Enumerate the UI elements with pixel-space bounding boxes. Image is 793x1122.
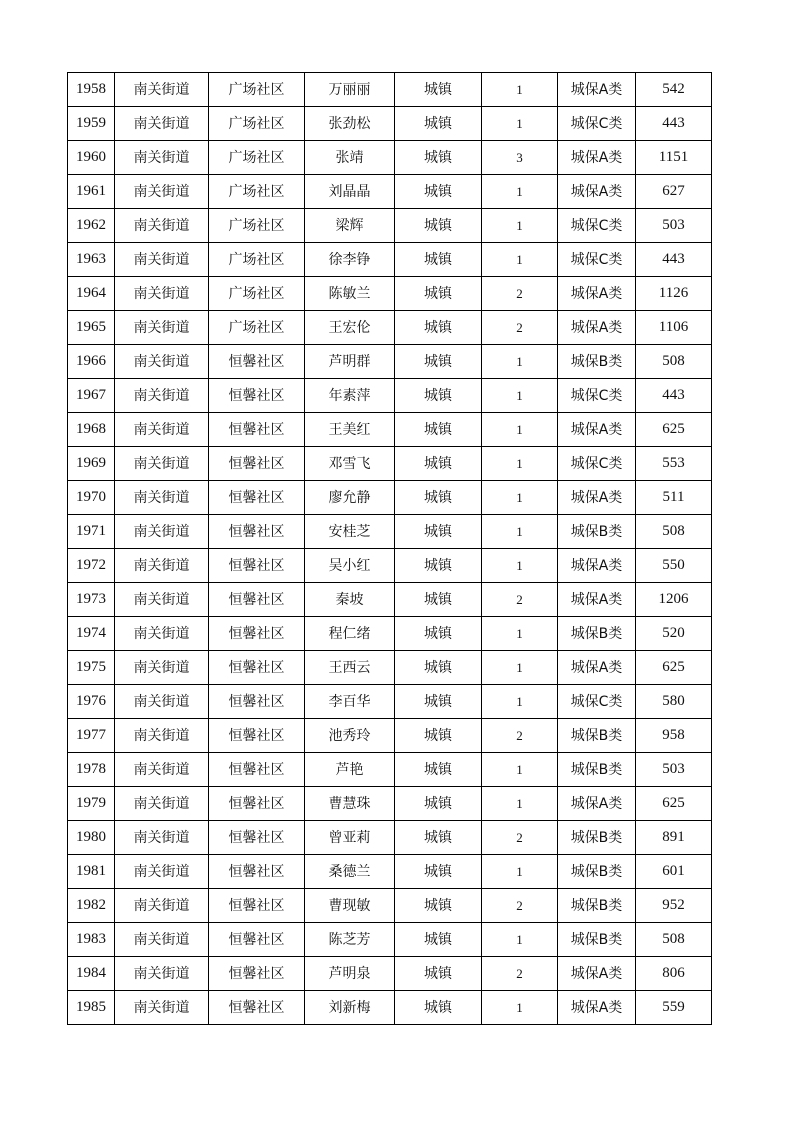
- cell-category: 城保C类: [558, 379, 636, 413]
- cell-serial-number: 1958: [68, 73, 115, 107]
- table-row: [68, 991, 712, 1025]
- cell-household-type: 城镇: [395, 345, 482, 379]
- cell-household-type: 城镇: [395, 481, 482, 515]
- cell-amount: 1151: [636, 141, 712, 175]
- table-row: [68, 923, 712, 957]
- cell-street: 南关街道: [115, 515, 209, 549]
- cell-community: 恒馨社区: [209, 685, 305, 719]
- cell-serial-number: 1980: [68, 821, 115, 855]
- cell-serial-number: 1968: [68, 413, 115, 447]
- cell-name: 秦坡: [305, 583, 395, 617]
- cell-street: 南关街道: [115, 209, 209, 243]
- cell-category: 城保A类: [558, 787, 636, 821]
- cell-name: 程仁绪: [305, 617, 395, 651]
- cell-category: 城保A类: [558, 311, 636, 345]
- cell-street: 南关街道: [115, 549, 209, 583]
- cell-amount: 508: [636, 923, 712, 957]
- cell-street: 南关街道: [115, 685, 209, 719]
- cell-community: 广场社区: [209, 175, 305, 209]
- cell-category: 城保A类: [558, 991, 636, 1025]
- cell-community: 恒馨社区: [209, 855, 305, 889]
- cell-serial-number: 1967: [68, 379, 115, 413]
- cell-name: 梁辉: [305, 209, 395, 243]
- cell-street: 南关街道: [115, 311, 209, 345]
- cell-category: 城保B类: [558, 855, 636, 889]
- cell-street: 南关街道: [115, 753, 209, 787]
- cell-street: 南关街道: [115, 855, 209, 889]
- cell-street: 南关街道: [115, 141, 209, 175]
- cell-street: 南关街道: [115, 719, 209, 753]
- cell-category: 城保B类: [558, 889, 636, 923]
- cell-name: 万丽丽: [305, 73, 395, 107]
- cell-street: 南关街道: [115, 379, 209, 413]
- table-row: [68, 447, 712, 481]
- cell-name: 刘晶晶: [305, 175, 395, 209]
- cell-household-type: 城镇: [395, 651, 482, 685]
- cell-amount: 508: [636, 515, 712, 549]
- cell-name: 吴小红: [305, 549, 395, 583]
- cell-persons: 1: [482, 379, 558, 413]
- cell-persons: 1: [482, 481, 558, 515]
- cell-household-type: 城镇: [395, 447, 482, 481]
- cell-community: 恒馨社区: [209, 481, 305, 515]
- cell-persons: 1: [482, 617, 558, 651]
- cell-category: 城保C类: [558, 209, 636, 243]
- table-row: [68, 209, 712, 243]
- cell-community: 广场社区: [209, 277, 305, 311]
- cell-name: 陈芝芳: [305, 923, 395, 957]
- cell-household-type: 城镇: [395, 277, 482, 311]
- beneficiary-table: [67, 72, 712, 1025]
- cell-community: 恒馨社区: [209, 447, 305, 481]
- table-row: [68, 481, 712, 515]
- cell-persons: 1: [482, 175, 558, 209]
- cell-category: 城保A类: [558, 583, 636, 617]
- cell-household-type: 城镇: [395, 991, 482, 1025]
- cell-category: 城保A类: [558, 481, 636, 515]
- table-row: [68, 957, 712, 991]
- cell-persons: 2: [482, 957, 558, 991]
- cell-community: 恒馨社区: [209, 787, 305, 821]
- cell-category: 城保C类: [558, 685, 636, 719]
- cell-community: 恒馨社区: [209, 515, 305, 549]
- cell-community: 恒馨社区: [209, 617, 305, 651]
- cell-name: 廖允静: [305, 481, 395, 515]
- cell-household-type: 城镇: [395, 311, 482, 345]
- table-row: [68, 379, 712, 413]
- cell-street: 南关街道: [115, 481, 209, 515]
- cell-community: 广场社区: [209, 209, 305, 243]
- cell-persons: 1: [482, 651, 558, 685]
- cell-category: 城保A类: [558, 277, 636, 311]
- cell-category: 城保A类: [558, 413, 636, 447]
- cell-category: 城保B类: [558, 821, 636, 855]
- table-row: [68, 583, 712, 617]
- cell-amount: 559: [636, 991, 712, 1025]
- cell-community: 广场社区: [209, 73, 305, 107]
- cell-category: 城保C类: [558, 107, 636, 141]
- cell-amount: 806: [636, 957, 712, 991]
- cell-street: 南关街道: [115, 651, 209, 685]
- cell-street: 南关街道: [115, 957, 209, 991]
- cell-persons: 1: [482, 923, 558, 957]
- cell-persons: 1: [482, 73, 558, 107]
- cell-serial-number: 1962: [68, 209, 115, 243]
- cell-household-type: 城镇: [395, 787, 482, 821]
- cell-street: 南关街道: [115, 277, 209, 311]
- cell-street: 南关街道: [115, 923, 209, 957]
- cell-community: 恒馨社区: [209, 889, 305, 923]
- cell-amount: 601: [636, 855, 712, 889]
- cell-name: 芦明泉: [305, 957, 395, 991]
- cell-household-type: 城镇: [395, 175, 482, 209]
- cell-category: 城保B类: [558, 719, 636, 753]
- cell-community: 恒馨社区: [209, 957, 305, 991]
- cell-serial-number: 1961: [68, 175, 115, 209]
- cell-community: 恒馨社区: [209, 583, 305, 617]
- cell-street: 南关街道: [115, 821, 209, 855]
- table-body: [68, 73, 712, 1025]
- cell-household-type: 城镇: [395, 617, 482, 651]
- table-row: [68, 855, 712, 889]
- table-row: [68, 345, 712, 379]
- cell-amount: 443: [636, 379, 712, 413]
- cell-name: 芦艳: [305, 753, 395, 787]
- cell-street: 南关街道: [115, 583, 209, 617]
- cell-persons: 1: [482, 447, 558, 481]
- cell-household-type: 城镇: [395, 515, 482, 549]
- cell-household-type: 城镇: [395, 855, 482, 889]
- cell-household-type: 城镇: [395, 821, 482, 855]
- cell-amount: 443: [636, 107, 712, 141]
- table-row: [68, 685, 712, 719]
- cell-street: 南关街道: [115, 73, 209, 107]
- table-row: [68, 243, 712, 277]
- cell-category: 城保B类: [558, 617, 636, 651]
- cell-household-type: 城镇: [395, 141, 482, 175]
- cell-persons: 2: [482, 821, 558, 855]
- cell-household-type: 城镇: [395, 243, 482, 277]
- cell-serial-number: 1979: [68, 787, 115, 821]
- cell-street: 南关街道: [115, 787, 209, 821]
- table-row: [68, 73, 712, 107]
- cell-serial-number: 1960: [68, 141, 115, 175]
- cell-serial-number: 1978: [68, 753, 115, 787]
- cell-amount: 508: [636, 345, 712, 379]
- cell-amount: 958: [636, 719, 712, 753]
- cell-street: 南关街道: [115, 889, 209, 923]
- cell-category: 城保A类: [558, 141, 636, 175]
- cell-amount: 625: [636, 413, 712, 447]
- table-row: [68, 277, 712, 311]
- cell-household-type: 城镇: [395, 719, 482, 753]
- cell-persons: 1: [482, 753, 558, 787]
- cell-household-type: 城镇: [395, 73, 482, 107]
- cell-community: 恒馨社区: [209, 651, 305, 685]
- cell-household-type: 城镇: [395, 583, 482, 617]
- cell-serial-number: 1972: [68, 549, 115, 583]
- cell-serial-number: 1973: [68, 583, 115, 617]
- cell-amount: 952: [636, 889, 712, 923]
- cell-persons: 1: [482, 515, 558, 549]
- cell-household-type: 城镇: [395, 923, 482, 957]
- cell-household-type: 城镇: [395, 209, 482, 243]
- cell-serial-number: 1964: [68, 277, 115, 311]
- cell-street: 南关街道: [115, 175, 209, 209]
- cell-name: 徐李铮: [305, 243, 395, 277]
- cell-community: 恒馨社区: [209, 991, 305, 1025]
- cell-persons: 1: [482, 991, 558, 1025]
- cell-serial-number: 1977: [68, 719, 115, 753]
- cell-name: 曾亚莉: [305, 821, 395, 855]
- cell-amount: 625: [636, 651, 712, 685]
- cell-amount: 891: [636, 821, 712, 855]
- table-row: [68, 651, 712, 685]
- cell-category: 城保B类: [558, 345, 636, 379]
- cell-community: 广场社区: [209, 311, 305, 345]
- cell-persons: 1: [482, 209, 558, 243]
- cell-name: 曹慧珠: [305, 787, 395, 821]
- cell-amount: 580: [636, 685, 712, 719]
- table-row: [68, 719, 712, 753]
- cell-name: 张靖: [305, 141, 395, 175]
- cell-category: 城保A类: [558, 651, 636, 685]
- cell-category: 城保A类: [558, 957, 636, 991]
- cell-name: 池秀玲: [305, 719, 395, 753]
- cell-household-type: 城镇: [395, 413, 482, 447]
- cell-community: 广场社区: [209, 141, 305, 175]
- table-row: [68, 515, 712, 549]
- table-row: [68, 107, 712, 141]
- cell-category: 城保A类: [558, 549, 636, 583]
- cell-serial-number: 1983: [68, 923, 115, 957]
- cell-name: 王美红: [305, 413, 395, 447]
- table-row: [68, 175, 712, 209]
- cell-amount: 1106: [636, 311, 712, 345]
- cell-name: 芦明群: [305, 345, 395, 379]
- cell-name: 邓雪飞: [305, 447, 395, 481]
- cell-amount: 511: [636, 481, 712, 515]
- cell-amount: 1206: [636, 583, 712, 617]
- table-row: [68, 141, 712, 175]
- table-row: [68, 311, 712, 345]
- cell-serial-number: 1969: [68, 447, 115, 481]
- cell-persons: 1: [482, 685, 558, 719]
- cell-category: 城保B类: [558, 923, 636, 957]
- cell-amount: 1126: [636, 277, 712, 311]
- cell-street: 南关街道: [115, 243, 209, 277]
- cell-serial-number: 1982: [68, 889, 115, 923]
- cell-name: 刘新梅: [305, 991, 395, 1025]
- cell-amount: 627: [636, 175, 712, 209]
- cell-amount: 443: [636, 243, 712, 277]
- cell-serial-number: 1975: [68, 651, 115, 685]
- cell-name: 曹现敏: [305, 889, 395, 923]
- table-row: [68, 617, 712, 651]
- cell-persons: 2: [482, 719, 558, 753]
- cell-household-type: 城镇: [395, 957, 482, 991]
- cell-serial-number: 1984: [68, 957, 115, 991]
- cell-serial-number: 1963: [68, 243, 115, 277]
- cell-category: 城保C类: [558, 447, 636, 481]
- cell-community: 恒馨社区: [209, 345, 305, 379]
- cell-persons: 1: [482, 243, 558, 277]
- cell-name: 年素萍: [305, 379, 395, 413]
- cell-community: 恒馨社区: [209, 549, 305, 583]
- table-row: [68, 753, 712, 787]
- cell-serial-number: 1966: [68, 345, 115, 379]
- cell-category: 城保B类: [558, 515, 636, 549]
- cell-community: 恒馨社区: [209, 753, 305, 787]
- cell-persons: 2: [482, 583, 558, 617]
- cell-amount: 503: [636, 753, 712, 787]
- cell-amount: 520: [636, 617, 712, 651]
- cell-household-type: 城镇: [395, 549, 482, 583]
- cell-community: 广场社区: [209, 107, 305, 141]
- cell-community: 恒馨社区: [209, 821, 305, 855]
- cell-amount: 503: [636, 209, 712, 243]
- table-row: [68, 413, 712, 447]
- cell-name: 张劲松: [305, 107, 395, 141]
- cell-persons: 1: [482, 107, 558, 141]
- cell-amount: 625: [636, 787, 712, 821]
- cell-persons: 1: [482, 855, 558, 889]
- cell-amount: 550: [636, 549, 712, 583]
- cell-community: 恒馨社区: [209, 719, 305, 753]
- cell-community: 恒馨社区: [209, 923, 305, 957]
- cell-name: 安桂芝: [305, 515, 395, 549]
- cell-serial-number: 1976: [68, 685, 115, 719]
- cell-street: 南关街道: [115, 617, 209, 651]
- cell-street: 南关街道: [115, 107, 209, 141]
- cell-name: 陈敏兰: [305, 277, 395, 311]
- cell-name: 王西云: [305, 651, 395, 685]
- table-row: [68, 787, 712, 821]
- cell-amount: 542: [636, 73, 712, 107]
- cell-serial-number: 1974: [68, 617, 115, 651]
- cell-community: 恒馨社区: [209, 413, 305, 447]
- cell-household-type: 城镇: [395, 753, 482, 787]
- cell-persons: 2: [482, 277, 558, 311]
- cell-serial-number: 1971: [68, 515, 115, 549]
- cell-street: 南关街道: [115, 447, 209, 481]
- cell-persons: 2: [482, 889, 558, 923]
- cell-household-type: 城镇: [395, 379, 482, 413]
- cell-serial-number: 1985: [68, 991, 115, 1025]
- cell-community: 广场社区: [209, 243, 305, 277]
- cell-household-type: 城镇: [395, 107, 482, 141]
- cell-name: 桑德兰: [305, 855, 395, 889]
- cell-category: 城保B类: [558, 753, 636, 787]
- cell-amount: 553: [636, 447, 712, 481]
- cell-household-type: 城镇: [395, 889, 482, 923]
- cell-name: 李百华: [305, 685, 395, 719]
- cell-street: 南关街道: [115, 991, 209, 1025]
- cell-persons: 2: [482, 311, 558, 345]
- cell-community: 恒馨社区: [209, 379, 305, 413]
- cell-serial-number: 1959: [68, 107, 115, 141]
- table-row: [68, 889, 712, 923]
- cell-category: 城保A类: [558, 73, 636, 107]
- cell-street: 南关街道: [115, 413, 209, 447]
- cell-persons: 1: [482, 787, 558, 821]
- cell-serial-number: 1970: [68, 481, 115, 515]
- table-row: [68, 821, 712, 855]
- cell-street: 南关街道: [115, 345, 209, 379]
- cell-persons: 3: [482, 141, 558, 175]
- cell-persons: 1: [482, 345, 558, 379]
- cell-category: 城保A类: [558, 175, 636, 209]
- cell-name: 王宏伦: [305, 311, 395, 345]
- cell-persons: 1: [482, 549, 558, 583]
- cell-serial-number: 1981: [68, 855, 115, 889]
- cell-persons: 1: [482, 413, 558, 447]
- cell-household-type: 城镇: [395, 685, 482, 719]
- cell-category: 城保C类: [558, 243, 636, 277]
- table-row: [68, 549, 712, 583]
- cell-serial-number: 1965: [68, 311, 115, 345]
